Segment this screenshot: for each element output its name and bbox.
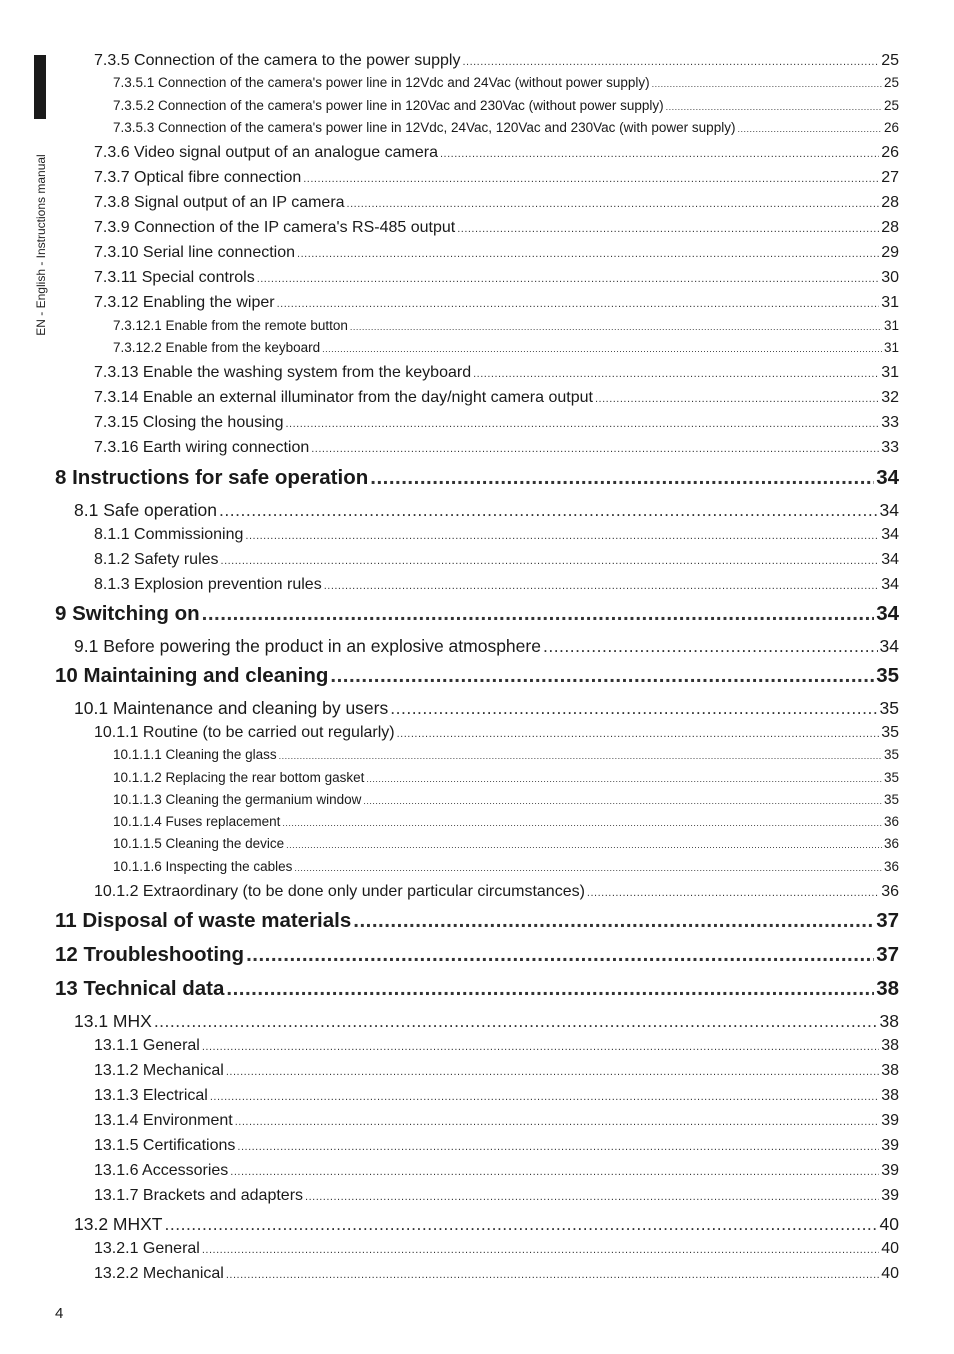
toc-entry[interactable] xyxy=(55,977,899,1001)
toc-leader-dots xyxy=(666,102,882,112)
toc-leader-dots xyxy=(324,580,880,592)
toc-leader-dots xyxy=(347,198,880,210)
toc-leader-dots xyxy=(305,1191,879,1203)
toc-entry-title: 7.3.6 Video signal output of an analogue camera xyxy=(94,144,438,161)
toc-entry[interactable] xyxy=(74,1214,899,1235)
toc-entry[interactable] xyxy=(94,1137,899,1155)
toc-entry-title: 10.1.1.3 Cleaning the germanium window xyxy=(113,792,362,807)
toc-entry[interactable] xyxy=(55,602,899,626)
toc-leader-dots xyxy=(202,1041,879,1053)
toc-leader-dots xyxy=(219,500,878,521)
toc-entry[interactable] xyxy=(113,98,899,113)
toc-leader-dots xyxy=(245,530,879,542)
toc-leader-dots xyxy=(397,728,880,740)
toc-entry-page: 38 xyxy=(876,977,899,1000)
toc-entry-page: 34 xyxy=(881,576,899,593)
toc-entry-title: 7.3.5 Connection of the camera to the power supply xyxy=(94,52,461,69)
toc-entry-page: 36 xyxy=(881,883,899,900)
toc-entry-title: 8 Instructions for safe operation xyxy=(55,466,369,489)
toc-entry[interactable] xyxy=(94,414,899,432)
toc-leader-dots xyxy=(210,1091,879,1103)
toc-entry-page: 38 xyxy=(881,1037,899,1054)
toc-entry-title: 10.1.1 Routine (to be carried out regularly) xyxy=(94,724,395,741)
toc-entry-page: 35 xyxy=(879,698,899,718)
toc-entry-page: 34 xyxy=(876,466,899,489)
toc-entry[interactable] xyxy=(113,792,899,807)
toc-leader-dots xyxy=(737,124,882,134)
toc-entry-page: 39 xyxy=(881,1162,899,1179)
toc-entry-page: 36 xyxy=(883,836,899,851)
toc-entry-title: 7.3.7 Optical fibre connection xyxy=(94,169,302,186)
toc-entry-page: 34 xyxy=(881,526,899,543)
toc-entry-page: 34 xyxy=(879,500,899,520)
toc-entry[interactable] xyxy=(55,664,899,688)
toc-leader-dots xyxy=(366,774,882,784)
toc-entry-page: 35 xyxy=(881,724,899,741)
toc-entry[interactable] xyxy=(113,318,899,333)
toc-leader-dots xyxy=(257,273,880,285)
toc-entry-title: 8.1.2 Safety rules xyxy=(94,551,219,568)
toc-entry-title: 7.3.15 Closing the housing xyxy=(94,414,284,431)
toc-entry-page: 26 xyxy=(883,120,899,135)
toc-leader-dots xyxy=(322,344,882,354)
toc-entry[interactable] xyxy=(94,244,899,262)
toc-entry-page: 31 xyxy=(881,294,899,311)
toc-entry-title: 7.3.12 Enabling the wiper xyxy=(94,294,275,311)
toc-entry-title: 13.2.2 Mechanical xyxy=(94,1265,224,1282)
toc-entry-page: 36 xyxy=(883,814,899,829)
toc-entry-page: 28 xyxy=(881,194,899,211)
toc-entry-page: 33 xyxy=(881,414,899,431)
toc-entry[interactable] xyxy=(94,526,899,544)
toc-leader-dots xyxy=(279,751,882,761)
toc-leader-dots xyxy=(221,555,880,567)
toc-leader-dots xyxy=(154,1011,878,1032)
toc-leader-dots xyxy=(202,1244,879,1256)
toc-leader-dots xyxy=(226,1066,879,1078)
toc-entry-page: 25 xyxy=(883,75,899,90)
toc-entry[interactable] xyxy=(94,364,899,382)
toc-entry-title: 7.3.10 Serial line connection xyxy=(94,244,296,261)
toc-entry[interactable] xyxy=(74,636,899,657)
toc-entry-page: 38 xyxy=(881,1087,899,1104)
toc-entry-page: 33 xyxy=(881,439,899,456)
toc-entry-page: 27 xyxy=(881,169,899,186)
toc-entry[interactable] xyxy=(113,859,899,874)
toc-entry[interactable] xyxy=(94,169,899,187)
toc-entry-title: 7.3.5.1 Connection of the camera's power line in 12Vdc and 24Vac (without power supply) xyxy=(113,75,650,90)
toc-entry-title: 9 Switching on xyxy=(55,602,200,625)
toc-entry[interactable] xyxy=(94,1162,899,1180)
toc-leader-dots xyxy=(543,636,878,657)
toc-entry[interactable] xyxy=(74,500,899,521)
toc-entry-title: 13.1.7 Brackets and adapters xyxy=(94,1187,304,1204)
toc-leader-dots xyxy=(165,1214,878,1235)
toc-leader-dots xyxy=(297,248,879,260)
toc-entry-title: 10.1.1.5 Cleaning the device xyxy=(113,836,285,851)
toc-entry-page: 36 xyxy=(883,859,899,874)
toc-entry[interactable] xyxy=(94,1187,899,1205)
toc-entry-page: 31 xyxy=(883,340,899,355)
toc-entry-title: 13.2.1 General xyxy=(94,1240,200,1257)
toc-entry[interactable] xyxy=(94,551,899,569)
toc-leader-dots xyxy=(285,418,879,430)
toc-entry-title: 7.3.14 Enable an external illuminator from the day/night camera output xyxy=(94,389,593,406)
toc-entry-title: 7.3.9 Connection of the IP camera's RS-485 output xyxy=(94,219,456,236)
toc-entry[interactable] xyxy=(94,269,899,287)
toc-entry-title: 11 Disposal of waste materials xyxy=(55,909,352,932)
toc-entry-title: 13.1.6 Accessories xyxy=(94,1162,229,1179)
toc-entry-title: 10.1.2 Extraordinary (to be done only under particular circumstances) xyxy=(94,883,585,900)
toc-leader-dots xyxy=(277,298,880,310)
toc-entry[interactable] xyxy=(74,1011,899,1032)
toc-entry[interactable] xyxy=(94,1112,899,1130)
toc-entry-title: 7.3.5.3 Connection of the camera's power line in 12Vdc, 24Vac, 120Vac and 230Vac (with power supply) xyxy=(113,120,736,135)
toc-leader-dots xyxy=(246,943,874,967)
toc-entry-title: 7.3.16 Earth wiring connection xyxy=(94,439,310,456)
toc-entry[interactable] xyxy=(94,389,899,407)
toc-leader-dots xyxy=(363,796,882,806)
toc-entry-page: 38 xyxy=(879,1011,899,1031)
toc-entry-title: 13.1.4 Environment xyxy=(94,1112,233,1129)
toc-entry-title: 10.1 Maintenance and cleaning by users xyxy=(74,698,389,718)
toc-entry-page: 39 xyxy=(881,1137,899,1154)
toc-entry[interactable] xyxy=(94,1062,899,1080)
toc-entry-title: 10.1.1.2 Replacing the rear bottom gasket xyxy=(113,770,365,785)
toc-entry-title: 8.1 Safe operation xyxy=(74,500,218,520)
side-tab-marker xyxy=(34,55,46,119)
toc-leader-dots xyxy=(595,393,879,405)
toc-entry-page: 40 xyxy=(879,1214,899,1234)
toc-entry-page: 34 xyxy=(879,636,899,656)
toc-entry-title: 13.1.2 Mechanical xyxy=(94,1062,224,1079)
toc-entry-page: 26 xyxy=(881,144,899,161)
toc-leader-dots xyxy=(311,443,879,455)
toc-entry-page: 39 xyxy=(881,1187,899,1204)
toc-leader-dots xyxy=(226,1269,879,1281)
toc-entry[interactable] xyxy=(113,75,899,90)
toc-entry[interactable] xyxy=(94,439,899,457)
toc-entry-title: 7.3.12.1 Enable from the remote button xyxy=(113,318,348,333)
toc-entry[interactable] xyxy=(113,770,899,785)
toc-entry[interactable] xyxy=(94,576,899,594)
toc-entry-title: 13.1.3 Electrical xyxy=(94,1087,208,1104)
toc-entry[interactable] xyxy=(113,747,899,762)
toc-entry-page: 38 xyxy=(881,1062,899,1079)
toc-entry[interactable] xyxy=(94,52,899,70)
toc-leader-dots xyxy=(235,1116,879,1128)
toc-entry-title: 13 Technical data xyxy=(55,977,225,1000)
toc-entry[interactable] xyxy=(94,1087,899,1105)
toc-leader-dots xyxy=(440,148,879,160)
toc-entry-page: 25 xyxy=(883,98,899,113)
toc-entry[interactable] xyxy=(113,340,899,355)
toc-entry-page: 32 xyxy=(881,389,899,406)
toc-leader-dots xyxy=(202,602,875,626)
toc-entry-title: 10.1.1.6 Inspecting the cables xyxy=(113,859,293,874)
toc-entry-title: 7.3.13 Enable the washing system from the keyboard xyxy=(94,364,472,381)
toc-entry-title: 13.1.1 General xyxy=(94,1037,200,1054)
toc-entry-title: 13.1.5 Certifications xyxy=(94,1137,236,1154)
toc-entry[interactable] xyxy=(94,724,899,742)
toc-leader-dots xyxy=(294,863,882,873)
toc-entry[interactable] xyxy=(94,219,899,237)
toc-leader-dots xyxy=(330,664,874,688)
toc-entry-title: 10.1.1.1 Cleaning the glass xyxy=(113,747,277,762)
toc-leader-dots xyxy=(226,977,874,1001)
toc-entry-page: 31 xyxy=(881,364,899,381)
toc-entry[interactable] xyxy=(94,1240,899,1258)
toc-entry-title: 8.1.3 Explosion prevention rules xyxy=(94,576,322,593)
sidebar-language-label: EN - English - Instructions manual xyxy=(34,154,48,336)
toc-entry-page: 40 xyxy=(881,1265,899,1282)
toc-entry-page: 35 xyxy=(883,747,899,762)
toc-entry[interactable] xyxy=(113,814,899,829)
page-number: 4 xyxy=(55,1305,64,1322)
toc-entry-title: 10.1.1.4 Fuses replacement xyxy=(113,814,281,829)
toc-leader-dots xyxy=(652,79,882,89)
toc-entry-page: 35 xyxy=(883,792,899,807)
toc-leader-dots xyxy=(390,698,877,719)
toc-entry[interactable] xyxy=(55,909,899,933)
toc-entry-page: 40 xyxy=(881,1240,899,1257)
toc-entry[interactable] xyxy=(94,883,899,901)
toc-entry[interactable] xyxy=(74,698,899,719)
toc-entry-page: 34 xyxy=(876,602,899,625)
toc-leader-dots xyxy=(473,368,879,380)
toc-entry[interactable] xyxy=(94,144,899,162)
toc-entry-page: 28 xyxy=(881,219,899,236)
toc-entry-title: 7.3.5.2 Connection of the camera's power line in 120Vac and 230Vac (without power supply) xyxy=(113,98,664,113)
toc-leader-dots xyxy=(350,322,882,332)
toc-leader-dots xyxy=(286,840,882,850)
toc-entry-page: 31 xyxy=(883,318,899,333)
toc-entry-page: 37 xyxy=(876,909,899,932)
toc-entry[interactable] xyxy=(113,836,899,851)
toc-entry[interactable] xyxy=(94,294,899,312)
toc-leader-dots xyxy=(462,56,879,68)
toc-entry-title: 13.1 MHX xyxy=(74,1011,152,1031)
toc-entry[interactable] xyxy=(94,1037,899,1055)
toc-leader-dots xyxy=(353,909,874,933)
toc-entry-title: 7.3.11 Special controls xyxy=(94,269,255,286)
toc-entry-page: 39 xyxy=(881,1112,899,1129)
toc-leader-dots xyxy=(230,1166,879,1178)
toc-entry[interactable] xyxy=(55,943,899,967)
toc-leader-dots xyxy=(282,818,882,828)
toc-entry-title: 10 Maintaining and cleaning xyxy=(55,664,329,687)
toc-entry[interactable] xyxy=(113,120,899,135)
toc-entry-title: 8.1.1 Commissioning xyxy=(94,526,244,543)
toc-entry-page: 30 xyxy=(881,269,899,286)
toc-entry[interactable] xyxy=(55,466,899,490)
toc-leader-dots xyxy=(587,887,879,899)
toc-entry-page: 37 xyxy=(876,943,899,966)
toc-leader-dots xyxy=(457,223,879,235)
toc-entry-page: 29 xyxy=(881,244,899,261)
toc-entry-page: 35 xyxy=(876,664,899,687)
toc-entry-title: 12 Troubleshooting xyxy=(55,943,245,966)
toc-entry[interactable] xyxy=(94,1265,899,1283)
toc-entry-page: 34 xyxy=(881,551,899,568)
toc-entry-title: 7.3.12.2 Enable from the keyboard xyxy=(113,340,321,355)
toc-leader-dots xyxy=(370,466,874,490)
toc-entry-title: 13.2 MHXT xyxy=(74,1214,163,1234)
toc-entry-page: 35 xyxy=(883,770,899,785)
toc-leader-dots xyxy=(237,1141,879,1153)
toc-entry[interactable] xyxy=(94,194,899,212)
toc-entry-title: 9.1 Before powering the product in an explosive atmosphere xyxy=(74,636,541,656)
toc-entry-title: 7.3.8 Signal output of an IP camera xyxy=(94,194,345,211)
toc-leader-dots xyxy=(303,173,879,185)
toc-entry-page: 25 xyxy=(881,52,899,69)
